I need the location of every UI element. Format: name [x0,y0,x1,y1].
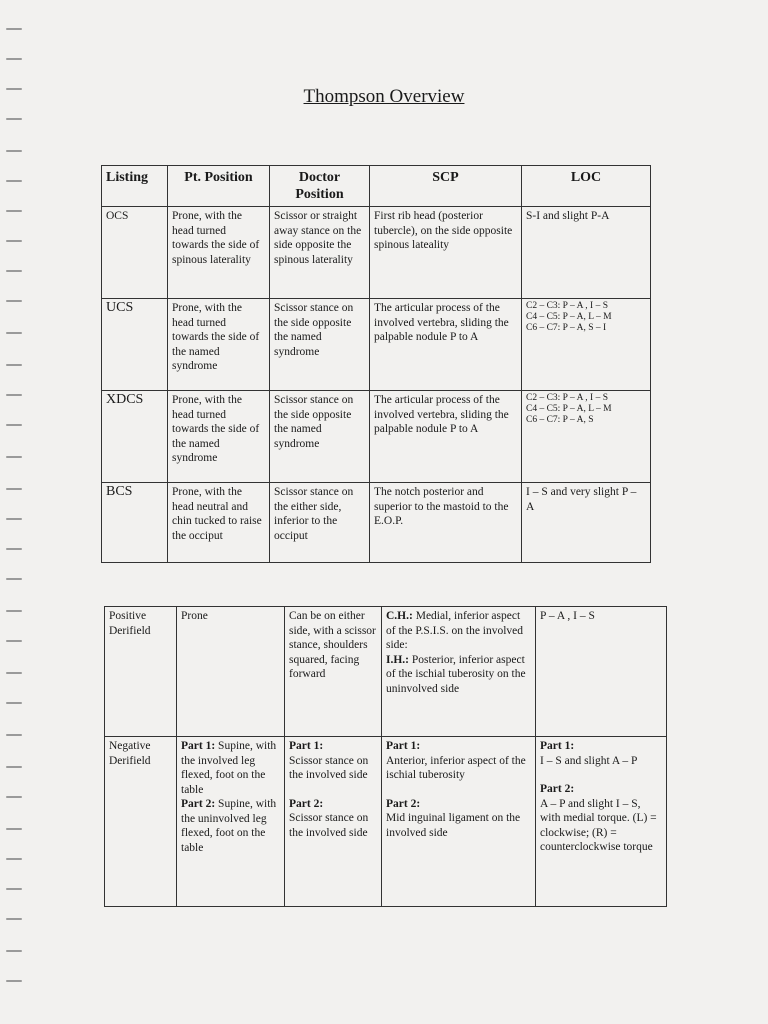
part-text: Scissor stance on the involved side [289,754,369,781]
scp-cell: First rib head (posterior tubercle), on the side opposite spinous lateality [370,207,522,299]
listing-cell: Positive Derifield [105,607,177,737]
scp-cell: The articular process of the involved vertebra, sliding the palpable nodule P to A [370,299,522,391]
pt-position-cell: Prone, with the head turned towards the side of the named syndrome [168,391,270,483]
page-title: Thompson Overview [303,86,465,107]
indifferent-hand-text: Posterior, inferior aspect of the ischial tuberosity on the uninvolved side [386,653,526,695]
part-label: Part 1: [181,740,216,752]
table-row [102,483,651,563]
loc-cell [522,207,651,299]
table-header-row [102,166,651,207]
loc-line: I – S and very slight P – A [526,486,637,513]
part-text: Supine, with the involved leg flexed, foot on the table [181,740,277,796]
scp-cell [382,607,536,737]
listing-cell: XDCS [102,391,168,483]
part-label: Part 1: [386,740,421,752]
indifferent-hand-label: I.H.: [386,653,409,666]
doctor-position-cell: Scissor stance on the side opposite the named syndrome [270,299,370,391]
table-row [105,737,667,907]
doctor-position-cell [285,737,382,907]
loc-line: C6 – C7: P – A, S – I [526,323,607,333]
part-text: Anterior, inferior aspect of the ischial tuberosity [386,754,526,781]
scp-cell: The notch posterior and superior to the mastoid to the E.O.P. [370,483,522,563]
part-label: Part 1: [540,740,575,752]
part-text: Supine, with the uninvolved leg flexed, foot on the table [181,798,277,854]
loc-line: C4 – C5: P – A, L – M [526,312,612,322]
part-text: Mid inguinal ligament on the involved side [386,812,521,839]
loc-cell [536,737,667,907]
loc-cell [522,483,651,563]
doctor-position-cell: Can be on either side, with a scissor stance, shoulders squared, facing forward [285,607,382,737]
cervical-listings-table [101,165,651,563]
loc-line: C4 – C5: P – A, L – M [526,404,612,414]
listing-cell: OCS [102,207,168,299]
part-label: Part 1: [289,740,324,752]
doctor-position-cell: Scissor stance on the side opposite the named syndrome [270,391,370,483]
pt-position-cell [177,737,285,907]
part-text: A – P and slight I – S, with medial torque. (L) = clockwise; (R) = counterclockwise torque [540,797,657,853]
table-row [105,607,667,737]
part-label: Part 2: [289,797,324,810]
loc-cell: P – A , I – S [536,607,667,737]
loc-line: C2 – C3: P – A , I – S [526,393,609,403]
pt-position-cell: Prone [177,607,285,737]
part-label: Part 2: [540,783,575,795]
part-label: Part 2: [181,798,216,810]
header-listing: Listing [102,166,168,207]
loc-line: C2 – C3: P – A , I – S [526,301,609,311]
header-scp: SCP [370,166,522,207]
loc-line: C6 – C7: P – A, S [526,415,594,425]
header-loc: LOC [522,166,651,207]
contact-hand-text: Medial, inferior aspect of the P.S.I.S. on the involved side: [386,610,524,651]
part-text: Scissor stance on the involved side [289,812,369,839]
doctor-position-cell: Scissor or straight away stance on the side opposite the spinous laterality [270,207,370,299]
scp-cell: The articular process of the involved vertebra, sliding the palpable nodule P to A [370,391,522,483]
listing-cell: BCS [102,483,168,563]
loc-line: S-I and slight P-A [526,210,610,222]
header-pt-position: Pt. Position [168,166,270,207]
doctor-position-cell: Scissor stance on the either side, inferior to the occiput [270,483,370,563]
table-row [102,207,651,299]
listing-cell: Negative Derifield [105,737,177,907]
part-label: Part 2: [386,797,421,810]
pt-position-cell: Prone, with the head turned towards the side of spinous laterality [168,207,270,299]
binder-edge [0,0,30,1024]
scp-cell [382,737,536,907]
listing-cell: UCS [102,299,168,391]
pt-position-cell: Prone, with the head turned towards the side of the named syndrome [168,299,270,391]
part-text: I – S and slight A – P [540,754,638,767]
loc-cell [522,391,651,483]
loc-cell [522,299,651,391]
header-doctor-position: Doctor Position [270,166,370,207]
derifield-table [104,606,667,907]
table-row [102,299,651,391]
contact-hand-label: C.H.: [386,610,413,622]
pt-position-cell: Prone, with the head neutral and chin tucked to raise the occiput [168,483,270,563]
table-row [102,391,651,483]
